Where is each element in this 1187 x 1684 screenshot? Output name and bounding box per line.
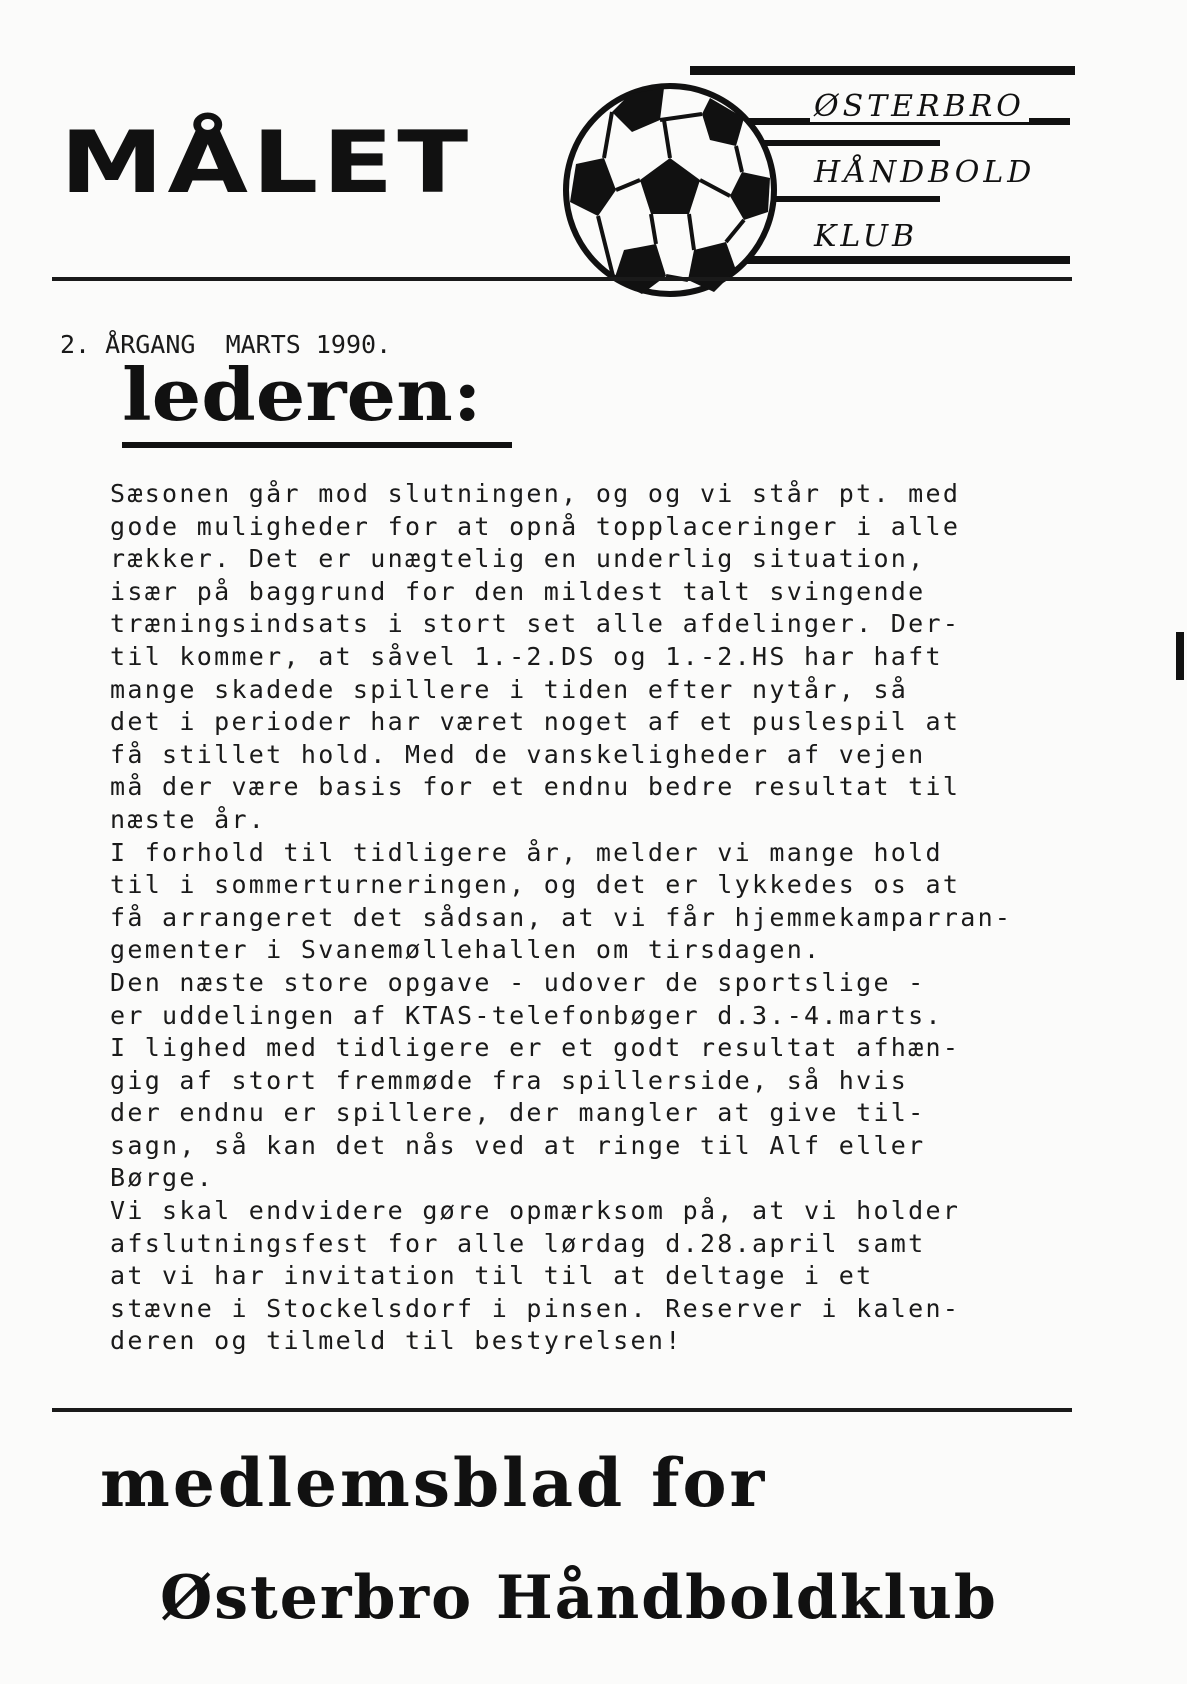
article-line: træningsindsats i stort set alle afdelinger. Der- [110, 609, 961, 639]
masthead-title: MÅLET [60, 112, 473, 213]
article-line: er uddelingen af KTAS-telefonbøger d.3.-4.marts. [110, 1000, 943, 1030]
article-line: gode muligheder for at opnå topplaceringer i alle [110, 511, 961, 541]
speed-line [690, 66, 1075, 75]
article-line: der endnu er spillere, der mangler at give til- [110, 1098, 926, 1128]
article-line: næste år. [110, 804, 267, 834]
article-line: sagn, så kan det nås ved at ringe til Alf eller [110, 1130, 926, 1160]
article-line: I lighed med tidligere er et godt resultat afhæn- [110, 1033, 961, 1063]
article-line: gig af stort fremmøde fra spillerside, så hvis [110, 1065, 909, 1095]
club-name-line-3: KLUB [810, 222, 922, 252]
club-name-line-1: ØSTERBRO [810, 92, 1029, 122]
article-line: afslutningsfest for alle lørdag d.28.april samt [110, 1228, 926, 1258]
article-line: Børge. [110, 1163, 215, 1193]
article-line: stævne i Stockelsdorf i pinsen. Reserver i kalen- [110, 1293, 961, 1323]
article-line: få arrangeret det sådsan, at vi får hjemmekamparran- [110, 902, 1013, 932]
club-name-line-2: HÅNDBOLD [810, 158, 1039, 188]
article-line: Vi skal endvidere gøre opmærksom på, at vi holder [110, 1196, 961, 1226]
article-line: det i perioder har været noget af et puslespil at [110, 707, 961, 737]
article-line: især på baggrund for den mildest talt svingende [110, 576, 926, 606]
football-icon [560, 80, 780, 300]
article-line: rækker. Det er unægtelig en underlig situation, [110, 544, 926, 574]
footer-tagline-2: Østerbro Håndboldklub [160, 1563, 998, 1633]
article-line: deren og tilmeld til bestyrelsen! [110, 1326, 683, 1356]
article-line: Den næste store opgave - udover de sportslige - [110, 967, 926, 997]
header-divider [52, 277, 1072, 281]
article-line: få stillet hold. Med de vanskeligheder af vejen [110, 739, 926, 769]
article-line: må der være basis for et endnu bedre resultat til [110, 772, 961, 802]
article-line: Sæsonen går mod slutningen, og og vi står pt. med [110, 479, 961, 508]
article-line: til i sommerturneringen, og det er lykkedes os at [110, 870, 961, 900]
masthead [0, 0, 1187, 300]
article-line: at vi har invitation til til at deltage i et [110, 1261, 874, 1291]
issue-date: MARTS 1990. [225, 330, 392, 359]
footer-tagline-1: medlemsblad for [100, 1444, 768, 1522]
article-line: I forhold til tidligere år, melder vi mange hold [110, 837, 943, 867]
article-line: til kommer, at såvel 1.-2.DS og 1.-2.HS har haft [110, 641, 943, 671]
article-line: gementer i Svanemøllehallen om tirsdagen. [110, 935, 822, 965]
scan-edge-mark [1176, 632, 1184, 680]
heading-underline [122, 442, 512, 448]
issue-volume: 2. ÅRGANG [60, 330, 196, 359]
footer-divider [52, 1408, 1072, 1412]
article-body [110, 478, 1170, 1358]
article-line: mange skadede spillere i tiden efter nytår, så [110, 674, 909, 704]
article-heading: lederen: [122, 353, 482, 438]
